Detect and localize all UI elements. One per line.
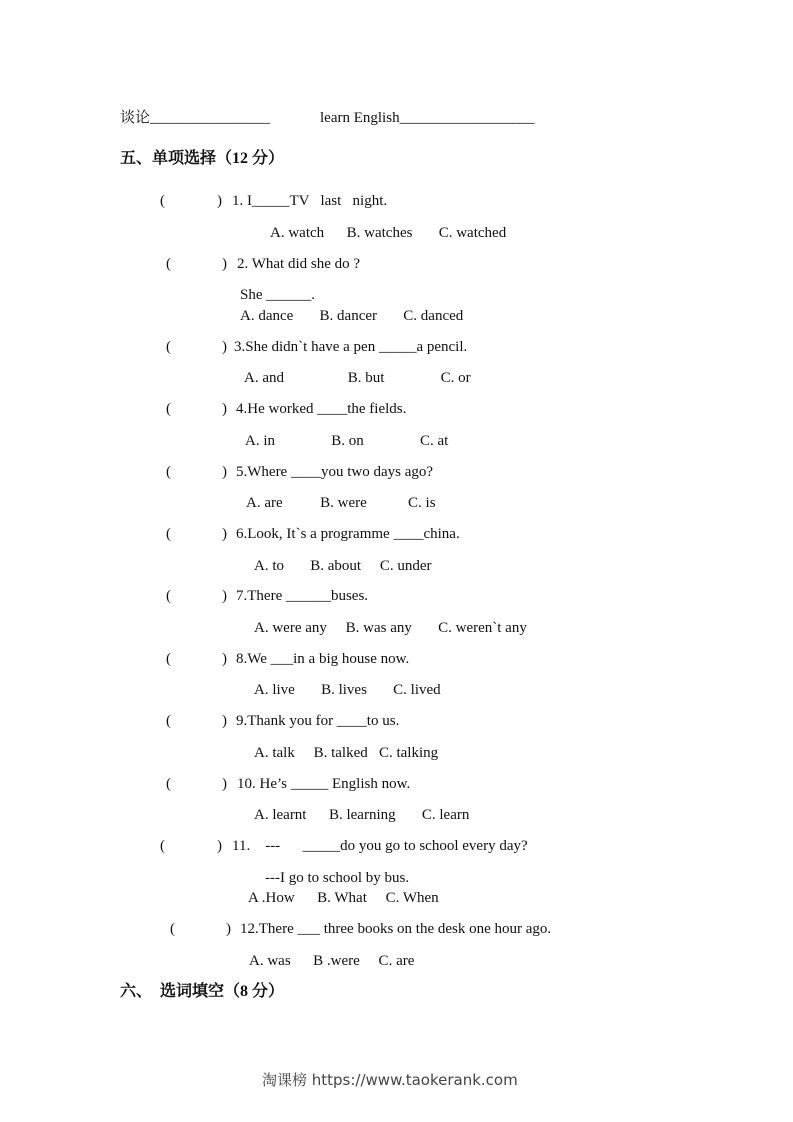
answer-paren-close: ): [222, 526, 227, 542]
question-text: 1. I_____TV last night.: [232, 193, 388, 209]
answer-paren-close: ): [222, 256, 227, 272]
question-options: A. are B. were C. is: [246, 495, 436, 511]
answer-paren-close: ): [226, 921, 231, 937]
section-5-heading: 五、单项选择（12 分）: [120, 150, 285, 167]
question-text: 9.Thank you for ____to us.: [236, 713, 400, 729]
answer-paren-open: (: [166, 651, 171, 667]
answer-paren-close: ): [222, 401, 227, 417]
answer-paren-open: (: [170, 921, 175, 937]
answer-paren-open: (: [160, 193, 165, 209]
answer-line: ---I go to school by bus.: [265, 870, 410, 886]
question-options: A .How B. What C. When: [248, 890, 439, 906]
top-line-left: 谈论________________: [120, 110, 271, 126]
section-6-heading: 六、 选词填空（8 分）: [120, 983, 285, 1000]
question-text: 10. He’s _____ English now.: [237, 776, 411, 792]
question-text: 4.He worked ____the fields.: [236, 401, 407, 417]
question-text: 2. What did she do ?: [237, 256, 361, 272]
answer-paren-close: ): [217, 838, 222, 854]
question-options: A. watch B. watches C. watched: [270, 225, 507, 241]
question-options: A. dance B. dancer C. danced: [240, 308, 464, 324]
question-text: 12.There ___ three books on the desk one hour ago.: [240, 921, 552, 937]
answer-paren-close: ): [222, 464, 227, 480]
answer-paren-open: (: [166, 713, 171, 729]
question-text: 6.Look, It`s a programme ____china.: [236, 526, 460, 542]
question-text: 5.Where ____you two days ago?: [236, 464, 434, 480]
question-options: A. were any B. was any C. weren`t any: [254, 620, 527, 636]
answer-paren-close: ): [222, 776, 227, 792]
answer-paren-open: (: [160, 838, 165, 854]
answer-line: She ______.: [240, 287, 315, 303]
answer-paren-open: (: [166, 588, 171, 604]
answer-paren-open: (: [166, 401, 171, 417]
question-text: 3.She didn`t have a pen _____a pencil.: [234, 339, 468, 355]
question-options: A. learnt B. learning C. learn: [254, 807, 470, 823]
question-options: A. live B. lives C. lived: [254, 682, 441, 698]
answer-paren-open: (: [166, 339, 171, 355]
answer-paren-close: ): [222, 651, 227, 667]
question-text: 7.There ______buses.: [236, 588, 369, 604]
question-options: A. talk B. talked C. talking: [254, 745, 439, 761]
answer-paren-open: (: [166, 256, 171, 272]
question-text: 8.We ___in a big house now.: [236, 651, 410, 667]
top-line-right: learn English__________________: [320, 110, 535, 126]
answer-paren-open: (: [166, 776, 171, 792]
answer-paren-close: ): [217, 193, 222, 209]
answer-paren-close: ): [222, 588, 227, 604]
question-options: A. was B .were C. are: [249, 953, 415, 969]
question-options: A. in B. on C. at: [245, 433, 449, 449]
answer-paren-close: ): [222, 339, 227, 355]
answer-paren-close: ): [222, 713, 227, 729]
question-options: A. to B. about C. under: [254, 558, 432, 574]
footer-watermark: 淘课榜 https://www.taokerank.com: [262, 1071, 518, 1089]
question-options: A. and B. but C. or: [244, 370, 471, 386]
answer-paren-open: (: [166, 526, 171, 542]
answer-paren-open: (: [166, 464, 171, 480]
question-text: 11. --- _____do you go to school every day?: [232, 838, 528, 854]
